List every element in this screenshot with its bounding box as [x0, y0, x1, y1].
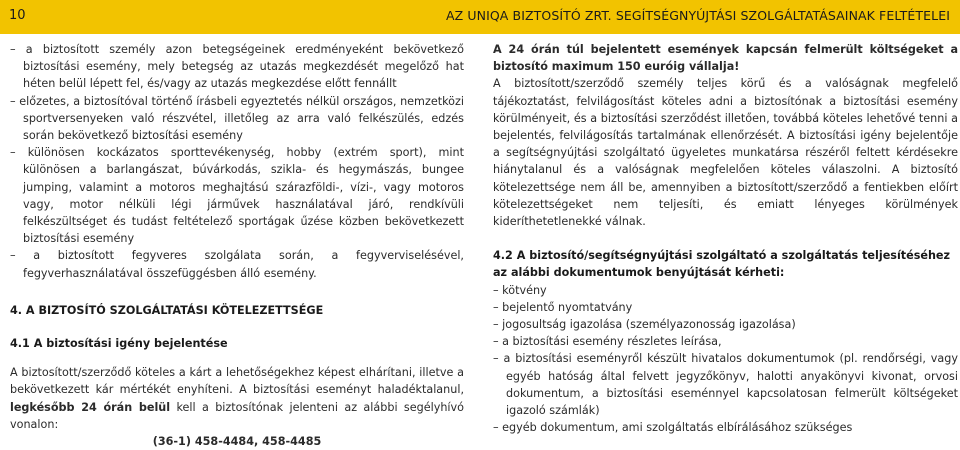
list-item: – egyéb dokumentum, ami szolgáltatás elbírálásához szükséges — [493, 421, 853, 435]
page-header — [0, 0, 960, 34]
list-item: – a biztosítási esemény részletes leírása, — [493, 335, 722, 349]
claim-report-tail: kell a biztosítónak jelenteni az alábbi segélyhívó vonalon: — [10, 400, 464, 431]
list-item: – jogosultság igazolása (személyazonosság igazolása) — [493, 318, 796, 332]
deadline-text: legkésőbb 24 órán belül — [10, 400, 171, 414]
list-item: – kötvény — [493, 283, 547, 297]
hotline-number: (36-1) 458-4484, 458-4485 — [152, 435, 322, 449]
cooperation-paragraph: A biztosított/szerződő személy teljes körű és a valóságnak megfelelő tájékoztatást, felvilágosítást köteles adni a biztosítónak a biztosítási esemény körülményeit, és a biztosítási szerződést illetően, továbbá köteles lehetővé tenni a bejelentés, felvilágosítás tartalmának ellenőrzését. A biztosítási igény bejelentője a segítségnyújtási szolgáltató ügyeletes munkatársa részéről feltett kérdésekre hiánytalanul és a valóságnak megfelelően köteles válaszolni. A biztosító kötelezettsége nem áll be, amennyiben a biztosított/szerződő a fentiekben előírt kötelezettségeket nem teljesíti, és emiatt lényeges körülmények kideríthetetlenekké válnak. — [493, 77, 958, 229]
claim-report-paragraph — [10, 364, 464, 433]
running-head: AZ UNIQA BIZTOSÍTÓ ZRT. SEGÍTSÉGNYÚJTÁSI SZOLGÁLTATÁSAINAK FELTÉTELEI — [445, 8, 950, 23]
right-column — [493, 41, 958, 436]
section-4-1-title: 4.1 A biztosítási igény bejelentése — [10, 337, 228, 351]
list-item: – különösen kockázatos sporttevékenység, hobby (extrém sport), mint különösen a barlangászat, búvárkodás, szikla- és hegymászás, bungee jumping, valamint a motoros meghajtású szárazföldi-, vízi-, vagy motoros vagy, motor nélküli légi járművek használatával járó, rendkívüli felkészültséget és tudást feltételező sportágak űzése közben bekövetkezett biztosítási esemény — [10, 146, 464, 246]
list-item: – a biztosított fegyveres szolgálata során, a fegyverviselésével, fegyverhasználatával összefüggésben álló esemény. — [10, 249, 464, 280]
late-report-notice: A 24 órán túl bejelentett események kapcsán felmerült költségeket a biztosító maximum 150 euróig vállalja! — [493, 43, 958, 74]
list-item: – a biztosítási eseményről készült hivatalos dokumentumok (pl. rendőrségi, vagy egyéb hatóság által felvett jegyzőkönyv, halotti anyakönyvi kivonat, orvosi dokumentum, a biztosítási eseménnyel kapcsolatosan felmerült költségeket igazoló számlák) — [493, 352, 958, 418]
list-item: – a biztosított személy azon betegségeinek eredményeként bekövetkező biztosítási esemény, mely betegség az utazás megkezdését megelőző hat héten belül lépett fel, és/vagy az utazás megkezdése előtt fennállt — [10, 43, 464, 91]
section-4-2-title: 4.2 A biztosító/segítségnyújtási szolgáltató a szolgáltatás teljesítéséhez az alábbi dokumentumok benyújtását kérheti: — [493, 249, 951, 280]
documents-list — [493, 282, 958, 437]
page-number: 10 — [9, 8, 26, 23]
list-item: – előzetes, a biztosítóval történő írásbeli egyeztetés nélkül országos, nemzetközi sportversenyeken való részvétel, illetőleg az arra való felkészülés, edzés során bekövetkező biztosítási esemény — [10, 94, 464, 143]
exclusions-list — [10, 41, 464, 282]
list-item: – bejelentő nyomtatvány — [493, 300, 633, 314]
section-4-title: 4. A BIZTOSÍTÓ SZOLGÁLTATÁSI KÖTELEZETTSÉGE — [10, 303, 324, 317]
claim-report-text: A biztosított/szerződő köteles a kárt a lehetőségekhez képest elhárítani, illetve a bekövetkezett kár mértékét enyhíteni. A biztosítási eseményt haladéktalanul, — [10, 366, 464, 397]
left-column — [10, 41, 464, 450]
